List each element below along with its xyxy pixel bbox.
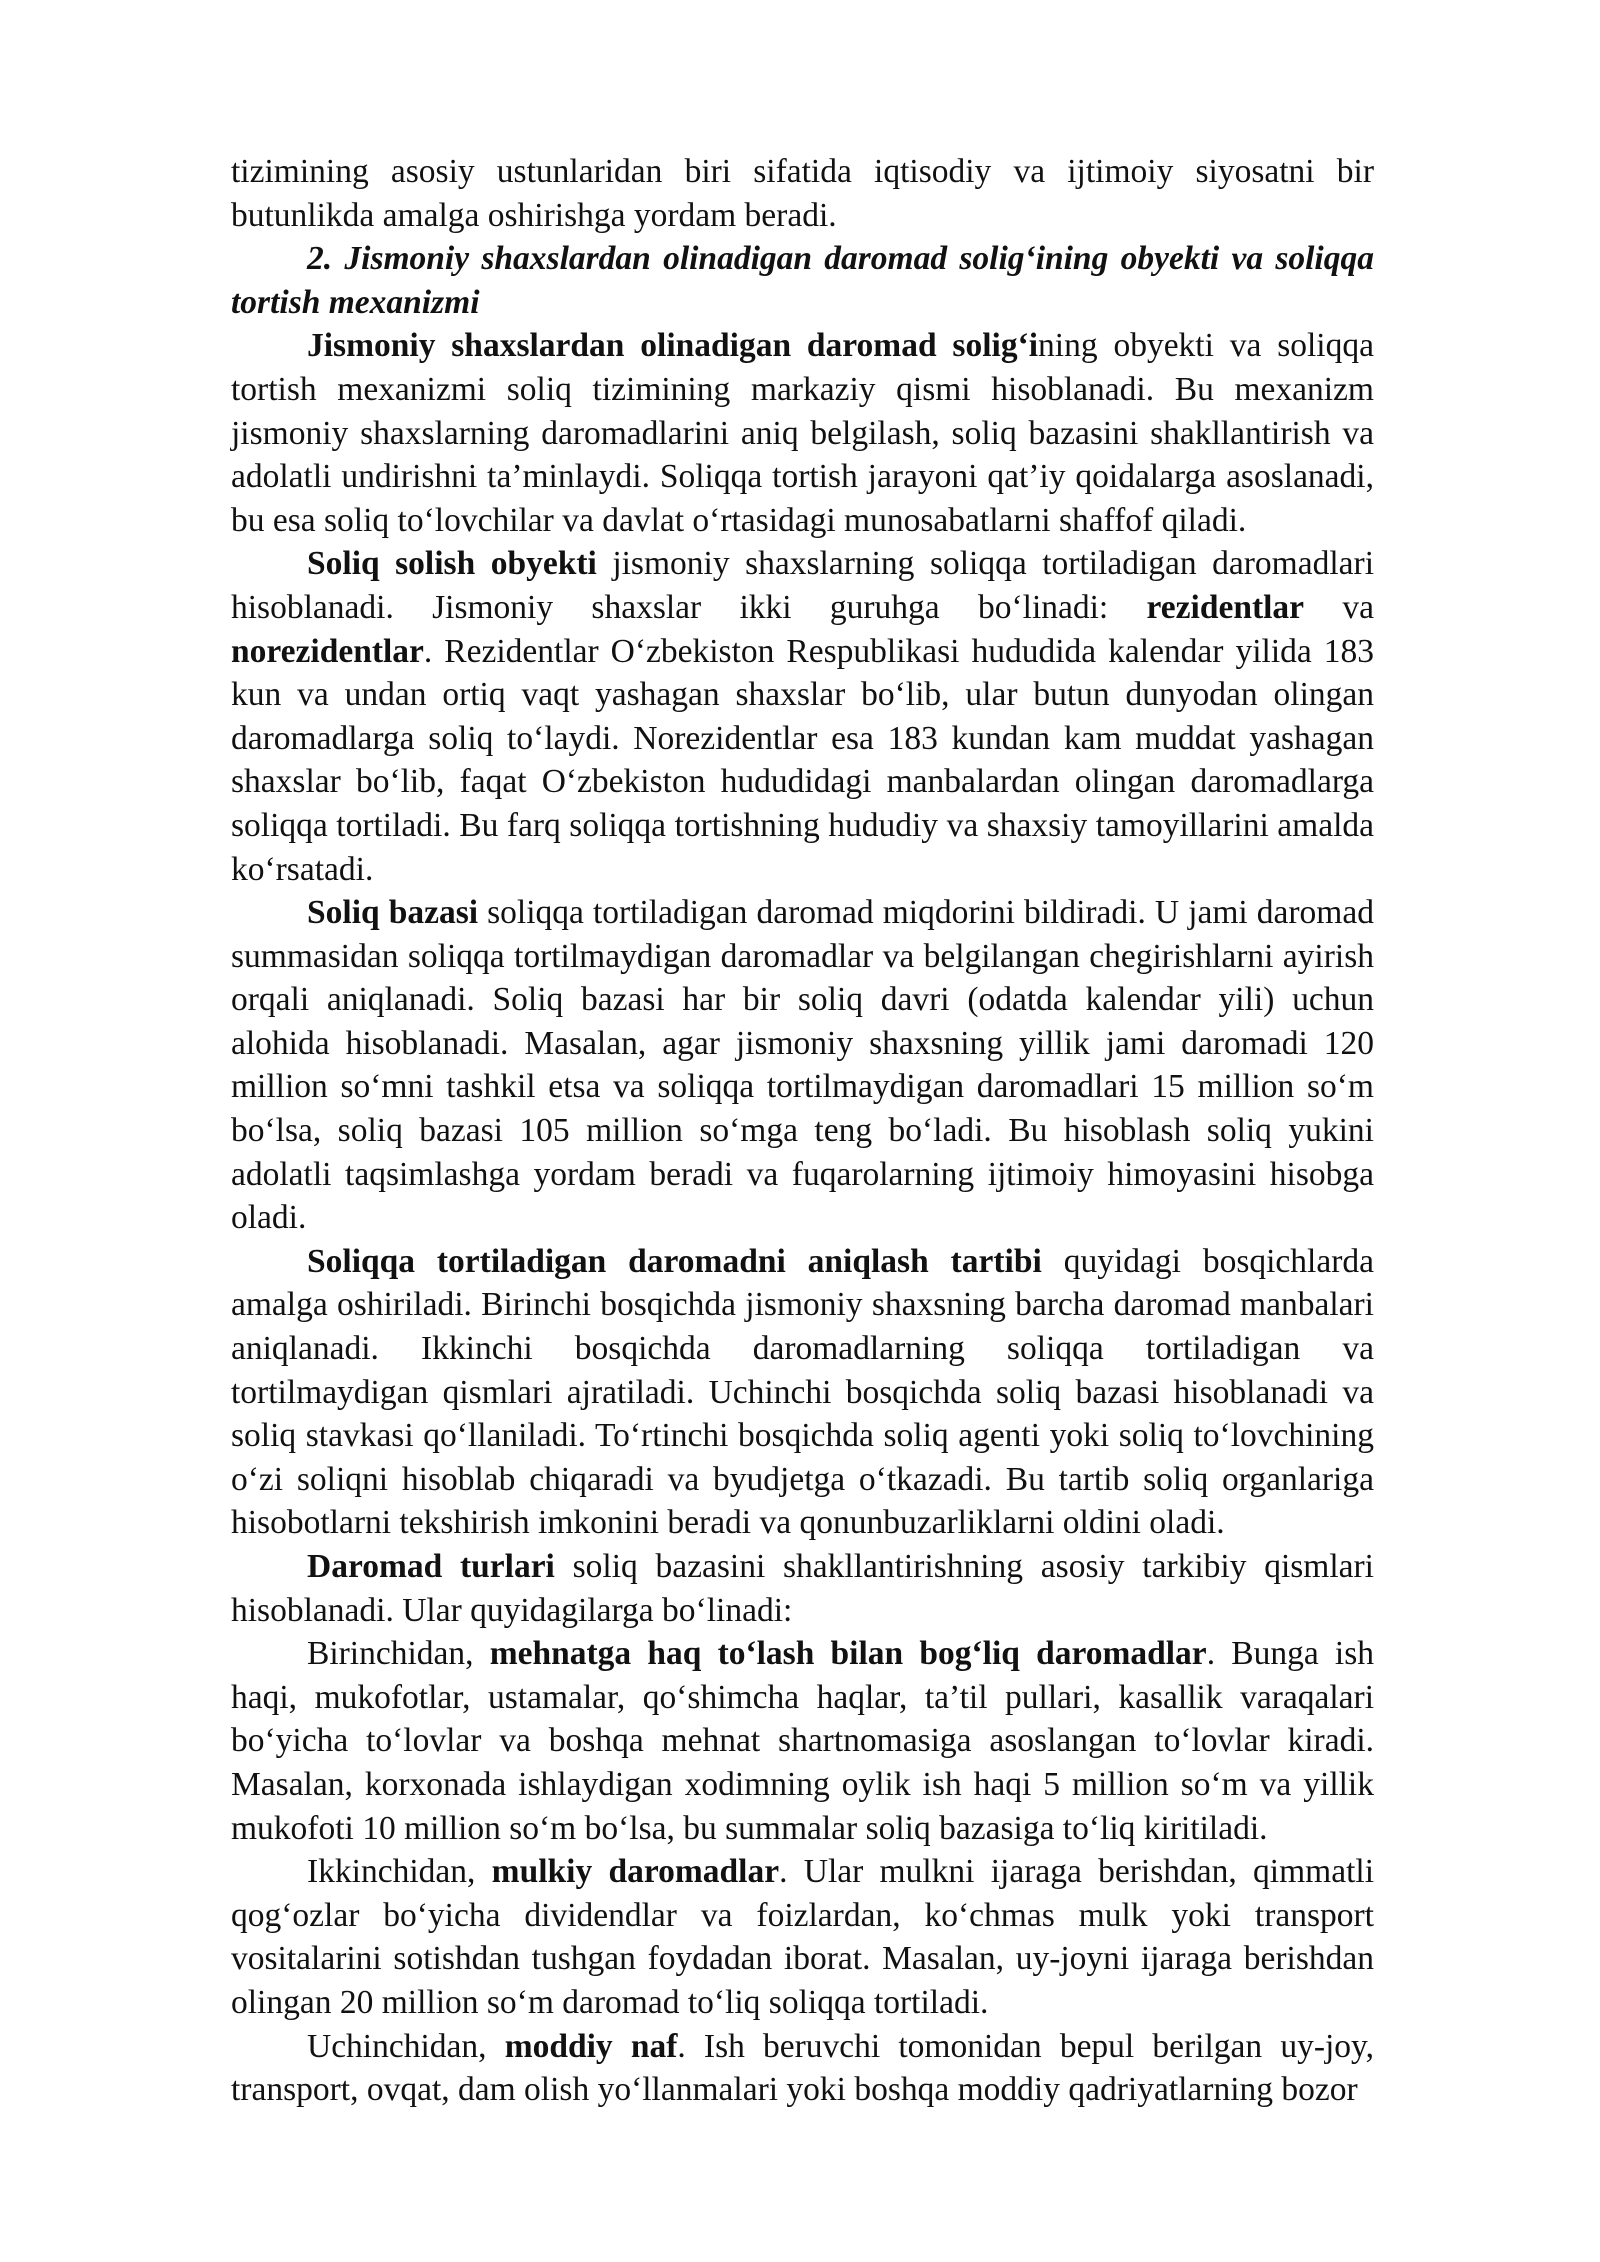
text-run: Uchinchidan, [307,2027,505,2065]
text-run: . Ish beruvchi tomonidan bepul berilgan uy-joy, transport, ovqat, dam olish yo‘llanmalari yoki boshqa moddiy qadriyatlarning bozor [231,2027,1374,2109]
bold-term: moddiy naf [504,2027,678,2065]
body-paragraph [231,1632,1374,1850]
body-paragraph [231,2025,1374,2112]
text-run: tizimining asosiy ustunlaridan biri sifatida iqtisodiy va ijtimoiy siyosatni bir butunlikda amalga oshirishga yordam beradi. [231,153,1374,234]
text-run: Birinchidan, [307,1635,490,1673]
text-run: jismoniy shaxslarning soliqqa tortiladigan daromadlari hisoblanadi. Jismoniy shaxslar ikki guruhga bo‘linadi: [231,545,1374,626]
bold-term: mulkiy daromadlar [491,1853,780,1891]
body-paragraph [231,891,1374,1240]
text-run: soliq bazasini shakllantirishning asosiy tarkibiy qismlari hisoblanadi. Ular quyidagilarga bo‘linadi: [231,1548,1374,1629]
bold-term: Soliqqa tortiladigan daromadni aniqlash tartibi [307,1242,1042,1280]
body-paragraph [231,542,1374,891]
text-run: soliqqa tortiladigan daromad miqdorini bildiradi. U jami daromad summasidan soliqqa tortilmaydigan daromadlar va belgilangan chegirishlarni ayirish orqali aniqlanadi. Soliq bazasi har bir soliq davri (odatda kalendar yili) uchun alohida hisoblanadi. Masalan, agar jismoniy shaxsning yillik jami daromadi 120 million so‘mni tashkil etsa va soliqqa tortilmaydigan daromadlari 15 million so‘m bo‘lsa, soliq bazasi 105 million so‘mga teng bo‘ladi. Bu hisoblash soliq yukini adolatli taqsimlashga yordam beradi va fuqarolarning ijtimoiy himoyasini hisobga oladi. [231,894,1374,1237]
text-run: va [1304,588,1374,626]
bold-term: Soliq bazasi [307,894,479,932]
text-run: . Ular mulkni ijaraga berishdan, qimmatli qog‘ozlar bo‘yicha dividendlar va foizlardan, ko‘chmas mulk yoki transport vositalarini sotishdan tushgan foydadan iborat. Masalan, uy-joyni ijaraga berishdan olingan 20 million so‘m daromad to‘liq soliqqa tortiladi. [231,1853,1375,2021]
bold-term: Soliq solish obyekti [307,545,597,583]
body-paragraph [231,1240,1374,1545]
bold-term: mehnatga haq to‘lash bilan bog‘liq daromadlar [489,1635,1207,1673]
bold-term: Jismoniy shaxslardan olinadigan daromad solig‘i [307,327,1039,365]
bold-term: norezidentlar [231,632,424,670]
bold-term: Daromad turlari [307,1548,555,1585]
text-run: ning obyekti va soliqqa tortish mexanizmi soliq tizimining markaziy qismi hisoblanadi. Bu mexanizm jismoniy shaxslarning daromadlarini aniq belgilash, soliq bazasini shakllantirish va adolatli undirishni ta’minlaydi. Soliqqa tortish jarayoni qat’iy qoidalarga asoslanadi, bu esa soliq to‘lovchilar va davlat o‘rtasidagi munosabatlarni shaffof qiladi. [231,327,1374,539]
text-run: . Bunga ish haqi, mukofotlar, ustamalar, qo‘shimcha haqlar, ta’til pullari, kasallik varaqalari bo‘yicha to‘lovlar va boshqa mehnat shartnomasiga asoslangan to‘lovlar kiradi. Masalan, korxonada ishlaydigan xodimning oylik ish haqi 5 million so‘m va yillik mukofoti 10 million so‘m bo‘lsa, bu summalar soliq bazasiga to‘liq kiritiladi. [231,1635,1374,1847]
text-run: quyidagi bosqichlarda amalga oshiriladi. Birinchi bosqichda jismoniy shaxsning barcha daromad manbalari aniqlanadi. Ikkinchi bosqichda daromadlarning soliqqa tortiladigan va tortilmaydigan qismlari ajratiladi. Uchinchi bosqichda soliq bazasi hisoblanadi va soliq stavkasi qo‘llaniladi. To‘rtinchi bosqichda soliq agenti yoki soliq to‘lovchining o‘zi soliqni hisoblab chiqaradi va byudjetga o‘tkazadi. Bu tartib soliq organlariga hisobotlarni tekshirish imkonini beradi va qonunbuzarliklarni oldini oladi. [231,1242,1375,1542]
text-run: Ikkinchidan, [307,1853,492,1891]
document-page [231,150,1374,2112]
text-run: . Rezidentlar O‘zbekiston Respublikasi hududida kalendar yilida 183 kun va undan ortiq vaqt yashagan shaxslar bo‘lib, ular butun dunyodan olingan daromadlarga soliq to‘laydi. Norezidentlar esa 183 kundan kam muddat yashagan shaxslar bo‘lib, faqat O‘zbekiston hududidagi manbalardan olingan daromadlarga soliqqa tortiladi. Bu farq soliqqa tortishning hududiy va shaxsiy tamoyillarini amalda ko‘rsatadi. [231,632,1374,888]
body-paragraph [231,150,1374,237]
body-paragraph [231,1850,1374,2024]
body-paragraph [231,1545,1374,1632]
text-run: 2. Jismoniy shaxslardan olinadigan daromad solig‘ining obyekti va soliqqa tortish mexanizmi [231,240,1374,321]
bold-term: rezidentlar [1146,588,1305,626]
section-heading [231,237,1374,324]
body-paragraph [231,324,1374,542]
